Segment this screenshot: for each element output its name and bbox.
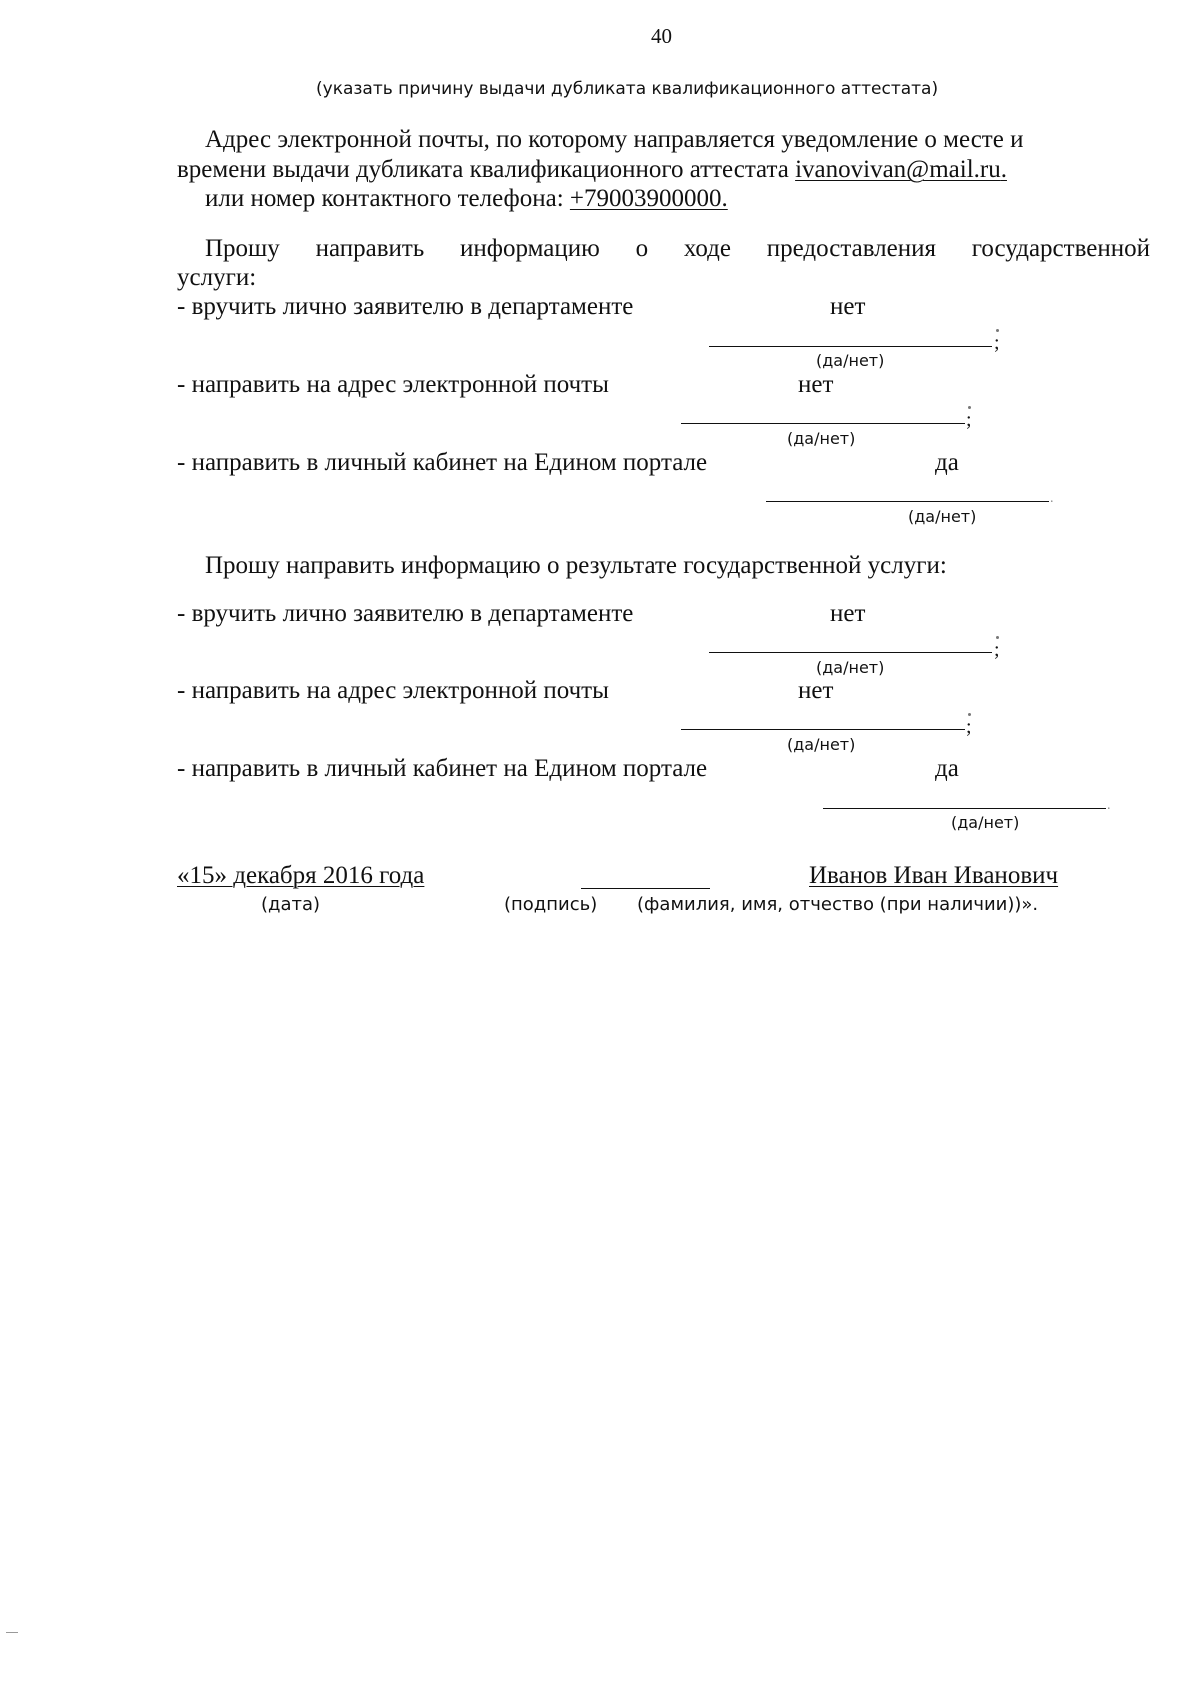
scan-dot xyxy=(968,406,971,409)
result-option-label: - направить на адрес электронной почты xyxy=(177,677,609,704)
progress-heading xyxy=(205,235,1150,263)
email-tail: . xyxy=(1000,156,1007,183)
line-end-mark: . xyxy=(1050,491,1054,506)
line-end-mark: ; xyxy=(966,409,972,431)
signature-name: Иванов Иван Иванович xyxy=(809,862,1059,889)
result-heading: Прошу направить информацию о результате государственной услуги: xyxy=(205,552,947,579)
scan-dot xyxy=(968,713,971,716)
progress-option-label: - направить в личный кабинет на Едином портале xyxy=(177,449,708,476)
progress-option-answer: нет xyxy=(830,293,866,320)
page-number: 40 xyxy=(651,24,672,48)
email-address: ivanovivan@mail.ru xyxy=(795,156,1001,183)
result-option-caption: (да/нет) xyxy=(787,735,856,754)
scan-artifact xyxy=(6,1632,18,1633)
line-end-mark: . xyxy=(1107,798,1111,813)
date-caption: (дата) xyxy=(261,894,321,915)
progress-heading-line2: услуги: xyxy=(177,264,257,291)
signature-line xyxy=(581,888,710,889)
answer-underline xyxy=(681,423,965,424)
phone-number: +79003900000. xyxy=(569,185,728,212)
email-line xyxy=(177,156,1007,184)
line-end-mark: ; xyxy=(994,639,1000,661)
signature-caption: (подпись) xyxy=(504,894,598,915)
progress-option-label: - направить на адрес электронной почты xyxy=(177,371,609,398)
reason-caption: (указать причину выдачи дубликата квалификационного аттестата) xyxy=(316,79,939,99)
answer-underline xyxy=(709,652,992,653)
progress-option-answer: да xyxy=(935,449,959,476)
line-end-mark: ; xyxy=(994,332,1000,354)
result-option-answer: нет xyxy=(798,677,834,704)
progress-heading-word: информацию xyxy=(460,235,600,262)
phone-line-text: или номер контактного телефона: xyxy=(205,185,570,212)
progress-heading-word: ходе xyxy=(683,235,731,262)
progress-option-caption: (да/нет) xyxy=(908,507,977,526)
progress-option-answer: нет xyxy=(798,371,834,398)
progress-heading-word: государственной xyxy=(971,235,1150,262)
progress-heading-word: предоставления xyxy=(766,235,936,262)
answer-underline xyxy=(681,729,965,730)
result-option-answer: нет xyxy=(830,600,866,627)
progress-option-caption: (да/нет) xyxy=(787,429,856,448)
answer-underline xyxy=(823,808,1106,809)
progress-option-label: - вручить лично заявителю в департаменте xyxy=(177,293,634,320)
progress-heading-word: направить xyxy=(315,235,425,262)
phone-line xyxy=(205,185,728,213)
signature-date: «15» декабря 2016 года xyxy=(177,862,425,889)
result-option-caption: (да/нет) xyxy=(816,658,885,677)
answer-underline xyxy=(709,346,992,347)
answer-underline xyxy=(766,501,1049,502)
progress-heading-word: Прошу xyxy=(205,235,280,262)
scan-dot xyxy=(996,329,999,332)
progress-option-caption: (да/нет) xyxy=(816,351,885,370)
email-line-text: времени выдачи дубликата квалификационного аттестата xyxy=(177,156,796,183)
result-option-label: - направить в личный кабинет на Едином портале xyxy=(177,755,708,782)
result-option-label: - вручить лично заявителю в департаменте xyxy=(177,600,634,627)
line-end-mark: ; xyxy=(966,716,972,738)
email-intro-line: Адрес электронной почты, по которому направляется уведомление о месте и xyxy=(205,126,1024,153)
scan-dot xyxy=(996,636,999,639)
result-option-answer: да xyxy=(935,755,959,782)
name-caption: (фамилия, имя, отчество (при наличии))». xyxy=(637,894,1039,915)
result-option-caption: (да/нет) xyxy=(951,813,1020,832)
progress-heading-word: о xyxy=(635,235,649,262)
